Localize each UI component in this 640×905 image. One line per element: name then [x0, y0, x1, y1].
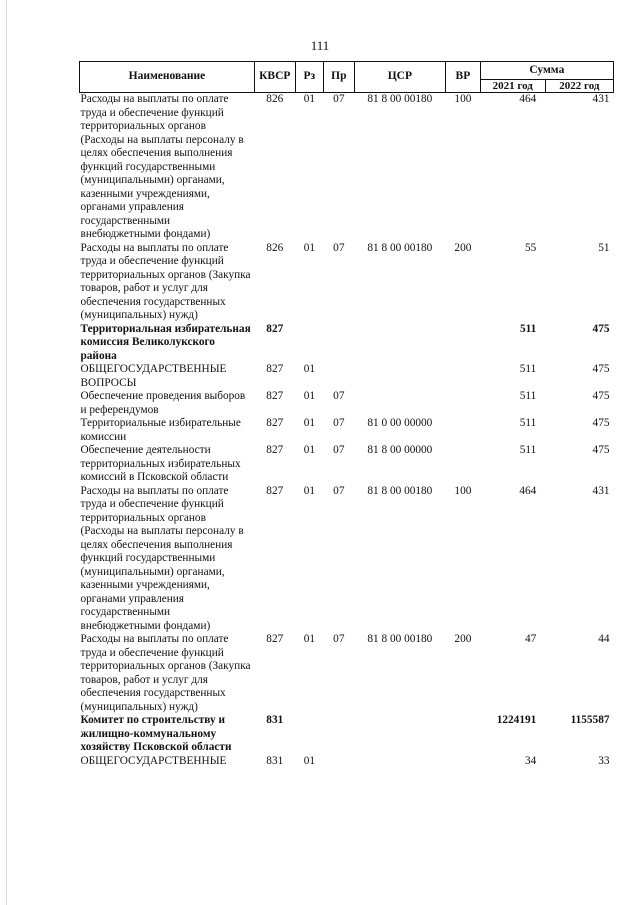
row-csr-cell: 81 0 00 00000: [367, 417, 433, 429]
row-name-cell: Комитет по строительству и жилищно-коммунальному хозяйству Псковской области: [80, 714, 232, 753]
row-name-cell: Территориальные избирательные комиссии: [80, 417, 241, 443]
row-kvsr-cell: 827: [266, 322, 284, 335]
row-vr-cell: [446, 444, 481, 485]
row-name-cell: Расходы на выплаты по оплате труда и обеспечение функций территориальных органов (Расходы на выплаты персоналу в целях обеспечения выполнения функций государственными (муниципальными) органами, казенными учреждениями, органами управления государственными внебюджетными фондами): [80, 484, 244, 632]
table-row: [80, 485, 614, 634]
row-rz-cell: 01: [303, 484, 315, 497]
row-2021-cell: 34: [524, 754, 537, 767]
row-vr-cell: 200: [454, 633, 472, 645]
row-pr-cell: [324, 714, 355, 755]
row-csr-cell: [354, 714, 446, 755]
row-vr-cell: [446, 363, 481, 390]
row-kvsr-cell: 827: [266, 363, 284, 375]
table-row: [80, 633, 614, 714]
row-2021-cell: 1224191: [496, 714, 537, 726]
row-pr-cell: [324, 323, 355, 364]
page-number: 111: [310, 38, 330, 53]
row-name-cell: Обеспечение проведения выборов и референдумов: [80, 390, 246, 416]
row-2021-cell: 511: [519, 417, 537, 429]
row-kvsr-cell: 827: [266, 417, 284, 429]
row-2021-cell: 511: [519, 390, 537, 402]
row-rz-cell: 01: [303, 633, 315, 645]
table-row: [80, 755, 614, 769]
row-rz-cell: 01: [303, 93, 315, 105]
row-2022-cell: 1155587: [570, 714, 610, 726]
row-2022-cell: 475: [592, 444, 610, 456]
table-body: [80, 93, 614, 769]
row-csr-cell: 81 8 00 00000: [367, 444, 433, 456]
row-2021-cell: 47: [524, 633, 537, 645]
header-sum: Сумма: [480, 62, 613, 80]
row-pr-cell: [324, 755, 355, 769]
row-vr-cell: [446, 390, 481, 417]
row-rz-cell: [295, 714, 323, 755]
row-kvsr-cell: 826: [266, 93, 284, 105]
row-csr-cell: [354, 323, 446, 364]
budget-table: [79, 61, 614, 768]
table-row: [80, 363, 614, 390]
row-2022-cell: 475: [592, 390, 610, 402]
row-csr-cell: [354, 363, 446, 390]
scan-edge-line: [6, 0, 7, 905]
row-vr-cell: 200: [454, 241, 472, 254]
row-kvsr-cell: 831: [266, 754, 284, 767]
row-csr-cell: 81 8 00 00180: [367, 241, 433, 254]
row-csr-cell: [354, 755, 446, 769]
row-rz-cell: 01: [303, 390, 315, 402]
row-rz-cell: 01: [303, 444, 315, 456]
header-name: Наименование: [80, 62, 255, 93]
row-kvsr-cell: 827: [266, 484, 284, 497]
row-vr-cell: 100: [454, 93, 472, 105]
row-vr-cell: [446, 755, 481, 769]
row-pr-cell: 07: [333, 93, 345, 105]
row-kvsr-cell: 827: [266, 444, 284, 456]
header-vr: ВР: [446, 62, 481, 93]
row-name-cell: ОБЩЕГОСУДАРСТВЕННЫЕ: [80, 754, 227, 767]
row-2021-cell: 55: [524, 241, 537, 254]
header-csr: ЦСР: [354, 62, 446, 93]
row-2022-cell: 33: [598, 754, 610, 767]
row-2022-cell: 475: [592, 322, 610, 335]
row-pr-cell: 07: [333, 390, 345, 402]
row-2021-cell: 511: [519, 444, 537, 456]
row-2022-cell: 431: [592, 484, 610, 497]
row-pr-cell: 07: [333, 241, 345, 254]
row-kvsr-cell: 827: [266, 633, 284, 645]
row-csr-cell: 81 8 00 00180: [367, 484, 433, 497]
row-2022-cell: 475: [592, 417, 610, 429]
row-csr-cell: 81 8 00 00180: [367, 93, 433, 105]
row-2021-cell: 511: [519, 363, 537, 375]
row-name-cell: Расходы на выплаты по оплате труда и обеспечение функций территориальных органов (Закупка товаров, работ и услуг для обеспечения государственных (муниципальных) нужд): [80, 241, 251, 321]
row-2021-cell: 464: [519, 484, 537, 497]
row-name-cell: Расходы на выплаты по оплате труда и обеспечение функций территориальных органов (Расходы на выплаты персоналу в целях обеспечения выполнения функций государственными (муниципальными) органами, казенными учреждениями, органами управления государственными внебюджетными фондами): [80, 93, 244, 240]
table-row: [80, 714, 614, 755]
row-2021-cell: 511: [519, 322, 537, 335]
row-rz-cell: [295, 323, 323, 364]
row-pr-cell: 07: [333, 417, 345, 429]
row-kvsr-cell: 827: [266, 390, 284, 402]
row-2022-cell: 431: [592, 93, 610, 105]
header-rz: Рз: [295, 62, 323, 93]
row-pr-cell: 07: [333, 633, 345, 645]
row-pr-cell: [324, 363, 355, 390]
row-kvsr-cell: 826: [266, 241, 284, 254]
header-pr: Пр: [324, 62, 355, 93]
row-rz-cell: 01: [303, 754, 315, 767]
header-kvsr: КВСР: [254, 62, 295, 93]
table-header: [80, 62, 614, 93]
table-row: [80, 417, 614, 444]
row-vr-cell: [446, 323, 481, 364]
row-pr-cell: 07: [333, 484, 345, 497]
row-2022-cell: 475: [592, 363, 610, 375]
table-row: [80, 390, 614, 417]
table-row: [80, 323, 614, 364]
row-vr-cell: [446, 714, 481, 755]
row-csr-cell: [354, 390, 446, 417]
table-row: [80, 93, 614, 242]
row-pr-cell: 07: [333, 444, 345, 456]
table-row: [80, 242, 614, 323]
header-year-2022: 2022 год: [545, 80, 613, 93]
row-csr-cell: 81 8 00 00180: [367, 633, 433, 645]
row-vr-cell: [446, 417, 481, 444]
row-vr-cell: 100: [454, 484, 472, 497]
row-name-cell: Расходы на выплаты по оплате труда и обеспечение функций территориальных органов (Закупка товаров, работ и услуг для обеспечения государственных (муниципальных) нужд): [80, 633, 251, 713]
row-rz-cell: 01: [303, 417, 315, 429]
row-name-cell: Территориальная избирательная комиссия Великолукского района: [80, 322, 251, 362]
header-year-2021: 2021 год: [480, 80, 545, 93]
row-2022-cell: 44: [598, 633, 610, 645]
row-rz-cell: 01: [303, 363, 315, 375]
row-name-cell: ОБЩЕГОСУДАРСТВЕННЫЕ ВОПРОСЫ: [80, 363, 227, 389]
row-2022-cell: 51: [598, 241, 610, 254]
row-2021-cell: 464: [519, 93, 537, 105]
row-kvsr-cell: 831: [266, 714, 284, 726]
table-row: [80, 444, 614, 485]
row-name-cell: Обеспечение деятельности территориальных избирательных комиссий в Псковской области: [80, 444, 241, 483]
row-rz-cell: 01: [303, 241, 315, 254]
